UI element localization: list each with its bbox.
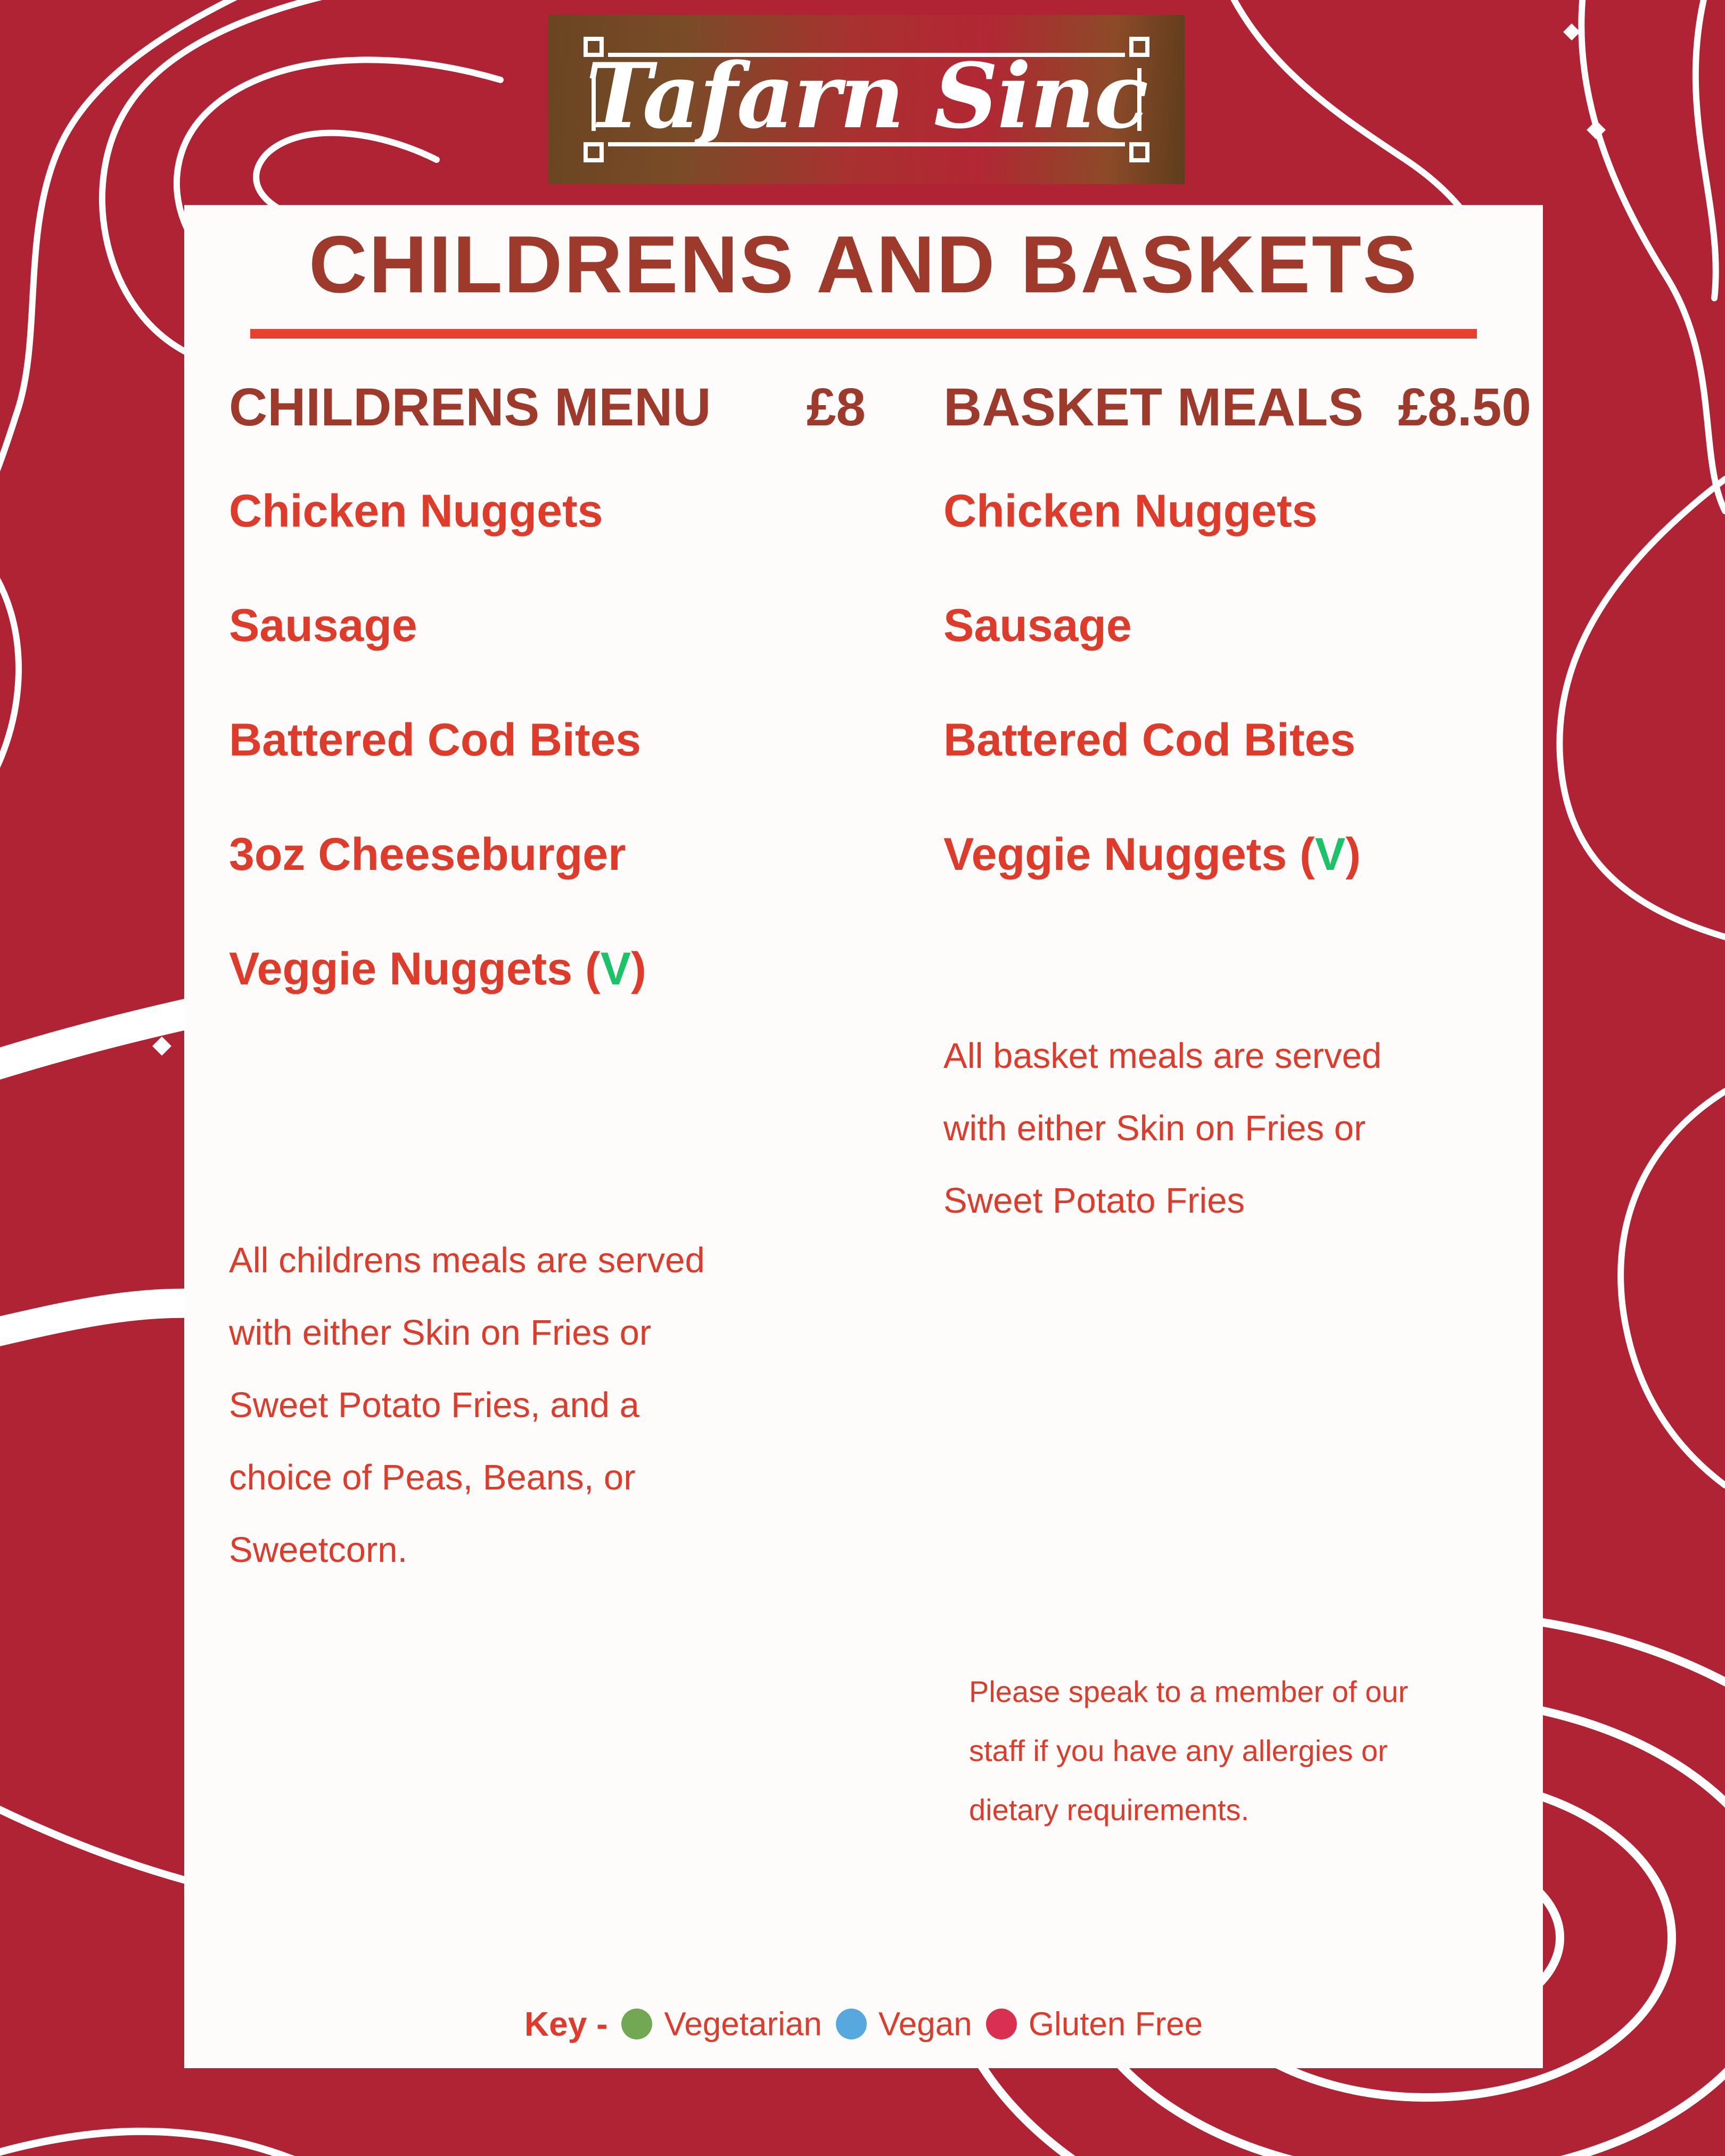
menu-item: 3oz Cheeseburger <box>229 829 626 880</box>
menu-item: Chicken Nuggets <box>229 485 603 537</box>
basket-meals-header <box>943 377 1531 437</box>
logo-text: Tafarn Sinc <box>585 43 1148 149</box>
menu-item: Sausage <box>229 600 417 651</box>
logo-plaque <box>548 15 1185 184</box>
dietary-key <box>184 2004 1543 2044</box>
vegetarian-mark: (V) <box>1300 829 1361 880</box>
childrens-menu-items <box>229 485 646 1060</box>
menu-item: Veggie Nuggets (V) <box>943 829 1361 880</box>
allergy-note: Please speak to a member of our staff if you have any allergies or dietary requirements. <box>969 1675 1408 1826</box>
gluten-free-dot-icon <box>986 2009 1017 2039</box>
key-entry-gluten-free <box>986 2005 1203 2043</box>
basket-meals-note: All basket meals are served with either Skin on Fries or Sweet Potato Fries <box>943 1036 1382 1221</box>
key-entry-vegetarian <box>621 2005 822 2043</box>
childrens-menu-title: CHILDRENS MENU <box>229 377 711 437</box>
vegetarian-mark: (V) <box>585 943 646 994</box>
basket-meals-title: BASKET MEALS <box>943 377 1363 437</box>
vegetarian-label: Vegetarian <box>664 2005 822 2043</box>
childrens-menu-header <box>229 377 866 437</box>
basket-meals-items <box>943 485 1361 946</box>
key-label: Key - <box>524 2005 608 2043</box>
menu-item: Veggie Nuggets (V) <box>229 943 646 994</box>
menu-item: Battered Cod Bites <box>229 714 642 766</box>
menu-item: Sausage <box>943 600 1132 651</box>
page-title: CHILDRENS AND BASKETS <box>308 219 1419 310</box>
vegetarian-dot-icon <box>621 2009 652 2039</box>
menu-item: Chicken Nuggets <box>943 485 1318 537</box>
title-underline <box>250 329 1477 339</box>
childrens-menu-price: £8 <box>806 377 866 437</box>
menu-card <box>184 205 1543 2068</box>
menu-item: Battered Cod Bites <box>943 714 1356 766</box>
vegan-dot-icon <box>836 2009 867 2039</box>
key-entry-vegan <box>836 2005 972 2043</box>
basket-meals-price: £8.50 <box>1398 377 1531 437</box>
gluten-free-label: Gluten Free <box>1028 2005 1203 2043</box>
vegan-label: Vegan <box>878 2005 972 2043</box>
childrens-menu-note: All childrens meals are served with either Skin on Fries or Sweet Potato Fries, and a choice of Peas, Beans, or Sweetcorn. <box>229 1240 705 1570</box>
